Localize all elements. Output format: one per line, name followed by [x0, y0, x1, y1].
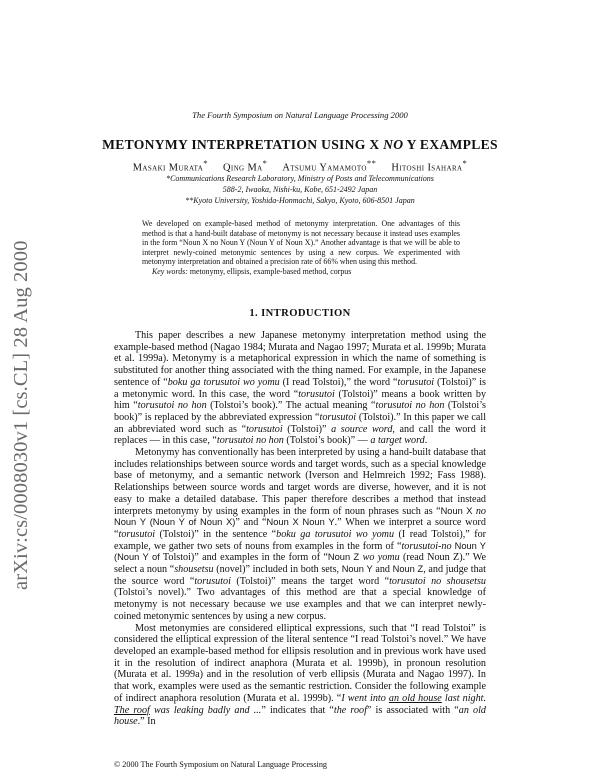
arxiv-identifier: arXiv:cs/0008030v1 [cs.CL] 28 Aug 2000	[10, 240, 32, 590]
body-text	[114, 330, 486, 728]
copyright-footer: © 2000 The Fourth Symposium on Natural Language Processing	[114, 760, 328, 769]
title-italic-no: NO	[383, 137, 404, 152]
author-mark: *	[262, 158, 268, 168]
paragraph: This paper describes a new Japanese metonymy interpretation method using the example-based method (Nagao 1984; Murata and Nagao 1997; Murata et al. 1999b; Murata et al. 1999a). Metonymy is a metaphorical expression in which the name of something is substituted for another thing associated with the thing named. For example, in the Japanese sentence of “boku ga torusutoi wo yomu (I read Tolstoi),” the word “torusutoi (Tolstoi)” is a metonymic word. In this case, the word “torusutoi (Tolstoi)” means a book written by him “torusutoi no hon (Tolstoi’s book).” The actual meaning “torusutoi no hon (Tolstoi’s book)” is replaced by the abbreviated expression “torusutoi (Tolstoi).” In this paper we call an abbreviated word such as “torusutoi (Tolstoi)” a source word, and call the word it replaces — in this case, “torusutoi no hon (Tolstoi’s book)” — a target word.	[114, 330, 487, 447]
paragraph: Metonymy has conventionally has been interpreted by using a hand-built database that includes relationships between source words and target words, such as a special knowledge base of metonymy, and a semantic network (Iverson and Helmreich 1992; Fass 1988). Relationships between source words and target words are diverse, however, and it is not easy to make a detailed database. This paper therefore describes a method that instead interprets metonymy by using examples in the form of noun phrases such as “Noun X no Noun Y (Noun Y of Noun X)” and “Noun X Noun Y.” When we interpret a source word “torusutoi (Tolstoi)” in the sentence “boku ga torusutoi wo yomu (I read Tolstoi),” for example, we gather two sets of nouns from examples in the form of “torusutoi-no Noun Y (Noun Y of Tolstoi)” and examples in the form of “Noun Z wo yomu (read Noun Z).” We select a noun “shousetsu (novel)” included in both sets, Noun Y and Noun Z, and judge that the source word “torusutoi (Tolstoi)” means the target word “torusutoi no shousetsu (Tolstoi’s novel).” Two advantages of this method are that a special knowledge of metonymy is not necessary because we use examples and that we can interpret newly-coined metonymic sentences by using a new corpus.	[114, 447, 487, 622]
affiliation-line: **Kyoto University, Yoshida-Honmachi, Sakyo, Kyoto, 606-8501 Japan	[185, 196, 415, 205]
author-mark: *	[203, 158, 208, 168]
title-part: Y EXAMPLES	[403, 137, 498, 152]
author-name: Hitoshi Isahara	[391, 162, 463, 174]
keywords-label: Key words:	[152, 267, 188, 276]
author-name: Atsumu Yamamoto	[282, 162, 367, 174]
affiliation-line: *Communications Research Laboratory, Ministry of Posts and Telecommunications	[166, 174, 434, 183]
author-name: Qing Ma	[222, 162, 263, 174]
keywords-text: metonymy, ellipsis, example-based method, corpus	[187, 267, 352, 276]
affiliation-line: 588-2, Iwaoka, Nishi-ku, Kobe, 651-2492 Japan	[222, 185, 378, 194]
conference-header: The Fourth Symposium on Natural Language Processing 2000	[192, 110, 408, 120]
author-list	[0, 158, 600, 173]
author-mark: **	[366, 158, 377, 168]
paragraph: Most metonymies are considered elliptical expressions, such that “I read Tolstoi” is considered the elliptical expression of the literal sentence “I read Tolstoi’s novel.” We have developed an example-based method for ellipsis resolution and in previous work have used it in the resolution of indirect anaphora (Murata et al. 1999b), in pronoun resolution (Murata et al. 1999a) and in the resolution of verb ellipsis (Murata and Nagao 1997). In that work, examples were used as the semantic restriction. Consider the following example of indirect anaphora resolution (Murata et al. 1999b). “I went into an old house last night. The roof was leaking badly and ...” indicates that “the roof” is associated with “an old house.” In	[114, 622, 486, 728]
author-mark: *	[462, 158, 468, 168]
paper-title	[0, 137, 600, 153]
author-name: Masaki Murata	[132, 162, 204, 174]
abstract: We developed on example-based method of metonymy interpretation. One advantages of this method is that a hand-built database of metonymy is not necessary because it instead uses examples in the form “Noun X no Noun Y (Noun Y of Noun X).” Another advantage is that we will be able to interpret newly-coined metonymic sentences by using a new corpus. We experimented with metonymy interpretation and obtained a precision rate of 66% when using this method.	[142, 219, 460, 267]
title-part: METONYMY INTERPRETATION USING X	[102, 137, 384, 152]
section-heading: 1. INTRODUCTION	[249, 308, 351, 319]
keywords	[152, 267, 460, 277]
